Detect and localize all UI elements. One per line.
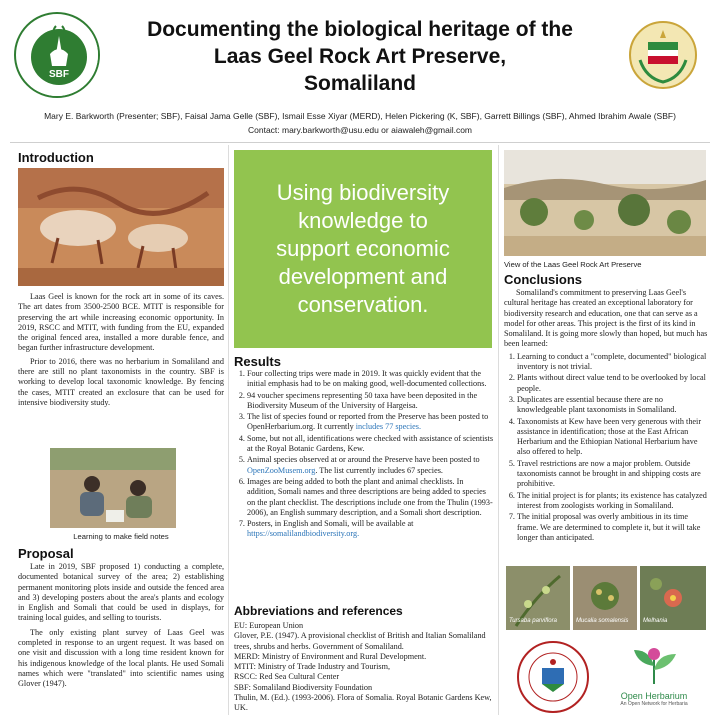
conclusions-item: 2. Plants without direct value tend to be overlooked by local people. [517, 373, 708, 394]
plant-label: Mucalia somalensis [576, 618, 629, 624]
title-line-2: Laas Geel Rock Art Preserve, [213, 45, 507, 68]
results-item: 6. Images are being added to both the plant and animal checklists. In addition, Somali names and three descriptions are being added to species on the plant checklist. The descriptions include one from the Thulin (1993-2006), an English summary description, and a Somali short description. [247, 477, 494, 518]
results-item: 3. The list of species found or reported from the Preserve has been posted to OpenHerbarium.org. It currently includes 77 species. [247, 412, 494, 433]
rock-art-photo [18, 168, 224, 286]
plant-photo-mucalia [573, 566, 637, 630]
plant-photo-melhania [640, 566, 706, 630]
conclusions-intro: Somaliland's commitment to preserving Laas Geel's cultural heritage has created an exceptional laboratory for biodiversity research and education, one that can serve as a model for other areas. This project is the first of its kind in Somaliland. It is going more slowly than hoped, but much has been learned: [504, 288, 708, 349]
sbf-website-link[interactable]: https://somalilandbiodiversity.org. [247, 529, 360, 539]
conclusions-item: 6. The initial project is for plants; its existence has catalyzed interest from zoologists working in Somaliland. [517, 491, 708, 512]
conclusions-item: 1. Learning to conduct a "complete, documented" biological inventory is not trivial. [517, 352, 708, 373]
open-herbarium-name: Open Herbarium [620, 691, 688, 701]
somaliland-emblem [626, 20, 700, 90]
abbreviations-list [234, 621, 494, 714]
author-list: Mary E. Barkworth (Presenter; SBF), Faisal Jama Gelle (SBF), Ismail Esse Xiyar (MERD), Helen Pickering (K, SBF), Garrett Billings (SBF), Ahmed Ibrahim Awale (SBF) [44, 111, 676, 121]
openzoomusem-link[interactable]: OpenZooMusem.org [247, 465, 316, 475]
plant-label: Melhania [643, 618, 668, 624]
open-herbarium-tagline: An Open Network for Herbaria [620, 701, 688, 707]
results-item: 5. Animal species observed at or around the Preserve have been posted to OpenZooMusem.org. The list currently includes 67 species. [247, 455, 494, 476]
proposal-text [18, 562, 224, 690]
abbreviation-line: Thulin, M. (Ed.). (1993-2006). Flora of Somalia. Royal Botanic Gardens Kew, UK. [234, 693, 492, 713]
conclusions-item: 3. Duplicates are essential because there are no knowledgeable plant taxonomists in Somaliland. [517, 395, 708, 416]
abbreviation-line: MERD: Ministry of Environment and Rural Development. [234, 651, 427, 661]
proposal-paragraph-2: The only existing plant survey of Laas Geel was completed in response to an urgent request. It was based on one visit and discussion with a long time resident known for his indigenous knowledge of the local plants. He used Somali names which were "translated" into scientific names using Glover (1947). [18, 627, 224, 689]
column-divider-left [228, 145, 229, 715]
key-message-text: Using biodiversity knowledge to support economic development and conservation. [276, 180, 450, 317]
preserve-photo-caption: View of the Laas Geel Rock Art Preserve [504, 260, 642, 269]
sbf-abbrev: SBF [49, 69, 69, 80]
results-list [234, 369, 494, 541]
contact-line: Contact: mary.barkworth@usu.edu or aiawaleh@gmail.com [247, 125, 473, 135]
poster-title [100, 16, 620, 97]
results-item: 7. Posters, in English and Somali, will be available at https://somalilandbiodiversity.org. [247, 519, 494, 540]
introduction-paragraph-1: Laas Geel is known for the rock art in some of its caves. The art dates from 3500-2500 BCE. MTIT is responsible for preserving the art while increasing economic opportunity. In 2019, RSCC and MTIT, with funding from the EU, expanded the original fenced area, installed a more durable fence, and began further infrastructure development. [18, 292, 224, 353]
open-herbarium-leaf-icon [624, 644, 684, 686]
university-of-hargeisa-logo [516, 640, 590, 714]
results-item: 4. Some, but not all, identifications were checked with assistance of scientists at the Royal Botanic Gardens, Kew. [247, 434, 494, 455]
conclusions-heading: Conclusions [504, 272, 583, 287]
results-item: 1. Four collecting trips were made in 2019. It was quickly evident that the initial emphasis had to be on making good, well-documented collections. [247, 369, 494, 390]
abbreviation-line: EU: European Union [234, 621, 304, 630]
abbreviation-line: SBF: Somaliland Biodiversity Foundation [234, 682, 373, 692]
results-heading: Results [234, 354, 281, 369]
field-notes-caption: Learning to make field notes [73, 532, 169, 541]
conclusions-text [504, 288, 708, 544]
field-notes-photo [50, 448, 176, 528]
conclusions-item: 7. The initial proposal was overly ambitious in its time frame. We are determined to complete it, but it will take longer than anticipated. [517, 512, 708, 543]
introduction-paragraph-2: Prior to 2016, there was no herbarium in Somaliland and there are still no plant taxonomists in the country. SBF is working to develop local taxonomic knowledge. By fencing the cases, MTIT created an exclosure that can be used for intensive biodiversity study. [18, 356, 224, 407]
key-message-banner [234, 150, 492, 348]
conclusions-item: 4. Taxonomists at Kew have been very generous with their assistance in identification; those at the East African Herbarium and the Ethiopian National Herbarium have also offered to help. [517, 417, 708, 458]
plant-label: Tursaba parviflora [509, 618, 557, 624]
column-divider-right [498, 145, 499, 715]
title-line-1: Documenting the biological heritage of the [147, 18, 573, 41]
introduction-heading: Introduction [18, 150, 94, 165]
abbreviation-line: MTIT: Ministry of Trade Industry and Tourism, [234, 662, 391, 672]
introduction-text [18, 292, 224, 408]
species-list-link[interactable]: includes 77 species. [355, 422, 422, 432]
results-item: 2. 94 voucher specimens representing 50 taxa have been deposited in the Biodiversity Museum of the University of Hargeisa. [247, 391, 494, 412]
plant-photo-tursaba [506, 566, 570, 630]
abbreviation-line: RSCC: Red Sea Cultural Center [234, 672, 340, 682]
title-line-3: Somaliland [303, 72, 417, 95]
conclusions-item: 5. Travel restrictions are now a major problem. Outside taxonomists cannot be brought in and shipping costs are prohibitive. [517, 459, 708, 490]
abbreviations-heading: Abbreviations and references [234, 604, 403, 618]
abbreviation-line: Glover, P.E. (1947). A provisional checklist of British and Italian Somaliland trees, shrubs and herbs. Government of Somaliland. [234, 631, 486, 651]
proposal-heading: Proposal [18, 546, 74, 561]
proposal-paragraph-1: Late in 2019, SBF proposed 1) conducting a complete, documented botanical survey of the area; 2) establishing permanent monitoring plots inside and outside the fenced area and 3) developing posters about the area's plants and ecology in English and Somali that could be used in displays, for training local guides, and selling to tourists. [18, 562, 224, 623]
preserve-landscape-photo [504, 150, 706, 256]
header-divider [10, 142, 710, 143]
sbf-logo [14, 12, 100, 98]
open-herbarium-logo [606, 644, 702, 714]
